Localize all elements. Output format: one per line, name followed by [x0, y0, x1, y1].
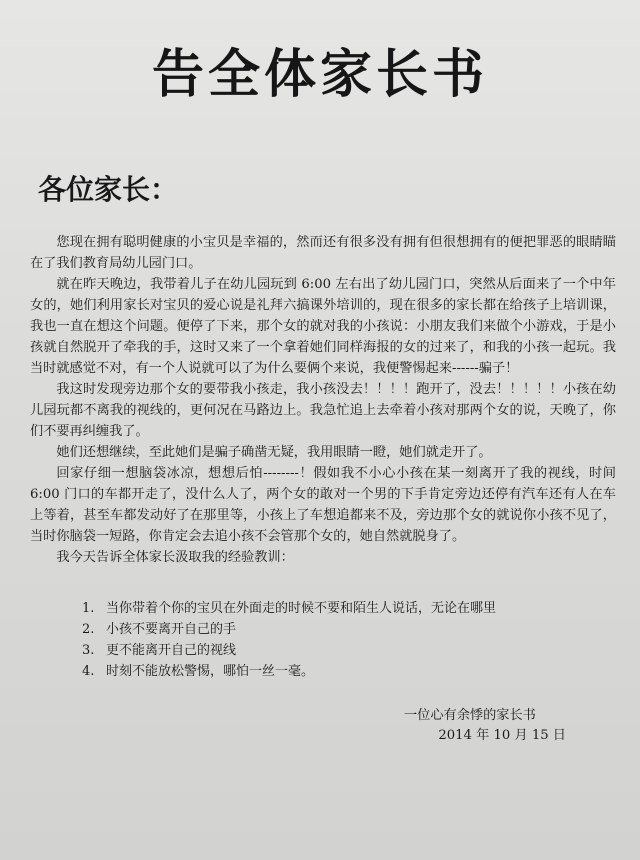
paragraph-lessons-intro: 我今天告诉全体家长汲取我的经验教训： [56, 550, 294, 565]
list-item-number: 1. [82, 601, 95, 616]
signature-block [404, 706, 574, 746]
paragraph-intro: 您现在拥有聪明健康的小宝贝是幸福的，然而还有很多没有拥有但很想拥有的便把罪恶的眼睛瞄在了我们教育局幼儿园门口。 [30, 235, 616, 271]
list-item-number: 3. [82, 643, 95, 658]
list-item-text: 小孩不要离开自己的手 [106, 622, 237, 637]
letter-body [30, 232, 616, 568]
list-item [82, 661, 582, 682]
list-item-number: 2. [82, 622, 95, 637]
lessons-list [82, 598, 582, 682]
letter-title: 告全体家长书 [151, 45, 488, 105]
list-item [82, 619, 582, 640]
list-item [82, 640, 582, 661]
list-item-text: 当你带着个你的宝贝在外面走的时候不要和陌生人说话，无论在哪里 [106, 601, 497, 616]
list-item-number: 4. [82, 664, 95, 679]
letter-greeting: 各位家长： [38, 173, 179, 206]
letter-date: 2014 年 10 月 15 日 [438, 728, 566, 743]
paragraph-reflection: 回家仔细一想脑袋冰凉，想想后怕--------！假如我不小心小孩在某一刻离开了我的视线，时间 6:00 门口的车都开走了，没什么人了，两个女的敢对一个男的下手肯定旁边还停有汽车还有人在车上等着，甚至车都发动好了在那里等，小孩上了车想追都来不及，旁边那个女的就说你小孩不见了，当时你脑袋一短路，你肯定会去追小孩不会管那个女的，她自然就脱身了。 [30, 466, 616, 544]
list-item-text: 更不能离开自己的视线 [106, 643, 237, 658]
list-item [82, 598, 582, 619]
paragraph-escape: 我这时发现旁边那个女的要带我小孩走，我小孩没去！！！！跑开了，没去！！！！！小孩在幼儿园玩都不离我的视线的，更何况在马路边上。我急忙追上去牵着小孩对那两个女的说，天晚了，你们不要再纠缠我了。 [30, 382, 616, 439]
signature: 一位心有余悸的家长书 [404, 708, 536, 723]
paragraph-incident: 就在昨天晚边，我带着儿子在幼儿园玩到 6:00 左右出了幼儿园门口，突然从后面来了一个中年女的，她们利用家长对宝贝的爱心说是礼拜六搞课外培训的，现在很多的家长都在给孩子上培训课，我也一直在想这个问题。便停了下来，那个女的就对我的小孩说：小朋友我们来做个小游戏，于是小孩就自然脱开了牵我的手，这时又来了一个拿着她们同样海报的女的过来了，和我的小孩一起玩。我当时就感觉不对，有一个人说就可以了为什么要俩个来说，我便警惕起来------骗子！ [30, 277, 616, 376]
list-item-text: 时刻不能放松警惕，哪怕一丝一毫。 [106, 664, 315, 679]
paragraph-leave: 她们还想继续，至此她们是骗子确凿无疑，我用眼睛一瞪，她们就走开了。 [56, 445, 492, 460]
